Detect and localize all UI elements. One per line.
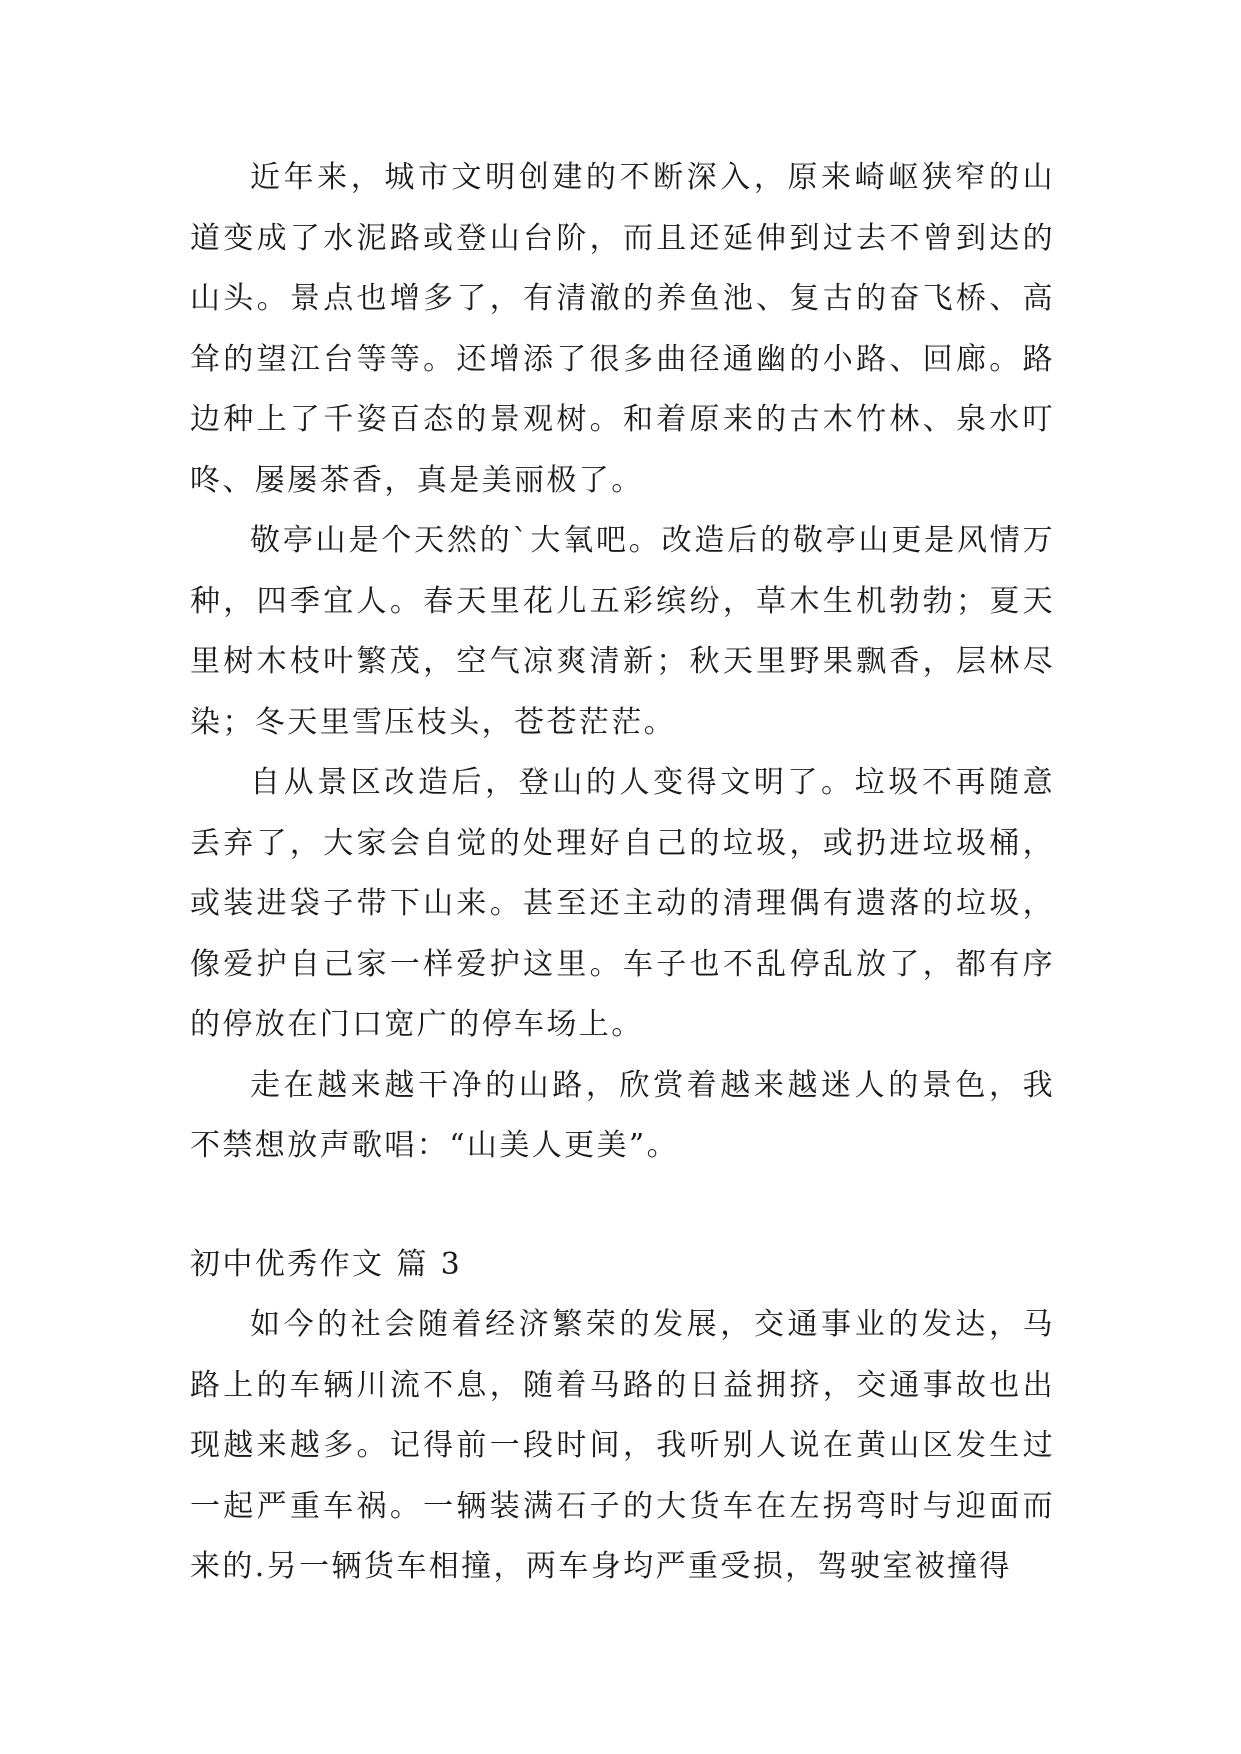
document-page bbox=[190, 148, 1055, 1598]
paragraph: 走在越来越干净的山路，欣赏着越来越迷人的景色，我不禁想放声歌唱：“山美人更美”。 bbox=[190, 1067, 1055, 1163]
paragraph: 近年来，城市文明创建的不断深入，原来崎岖狭窄的山道变成了水泥路或登山台阶，而且还延伸到过去不曾到达的山头。景点也增多了，有清澈的养鱼池、复古的奋飞桥、高耸的望江台等等。还增添了很多曲径通幽的小路、回廊。路边种上了千姿百态的景观树。和着原来的古木竹林、泉水叮咚、屡屡茶香，真是美丽极了。 bbox=[190, 160, 1055, 498]
paragraph: 自从景区改造后，登山的人变得文明了。垃圾不再随意丢弃了，大家会自觉的处理好自己的垃圾，或扔进垃圾桶，或装进袋子带下山来。甚至还主动的清理偶有遗落的垃圾，像爱护自己家一样爱护这里。车子也不乱停乱放了，都有序的停放在门口宽广的停车场上。 bbox=[190, 765, 1055, 1042]
section-heading: 初中优秀作文 篇 3 bbox=[190, 1246, 463, 1282]
paragraph: 如今的社会随着经济繁荣的发展，交通事业的发达，马路上的车辆川流不息，随着马路的日益拥挤，交通事故也出现越来越多。记得前一段时间，我听别人说在黄山区发生过一起严重车祸。一辆装满石子的大货车在左拐弯时与迎面而来的.另一辆货车相撞，两车身均严重受损，驾驶室被撞得 bbox=[190, 1307, 1055, 1584]
section-spacer bbox=[190, 1177, 1055, 1235]
paragraph: 敬亭山是个天然的`大氧吧。改造后的敬亭山更是风情万种，四季宜人。春天里花儿五彩缤纷，草木生机勃勃；夏天里树木枝叶繁茂，空气凉爽清新；秋天里野果飘香，层林尽染；冬天里雪压枝头，苍苍茫茫。 bbox=[190, 523, 1055, 740]
